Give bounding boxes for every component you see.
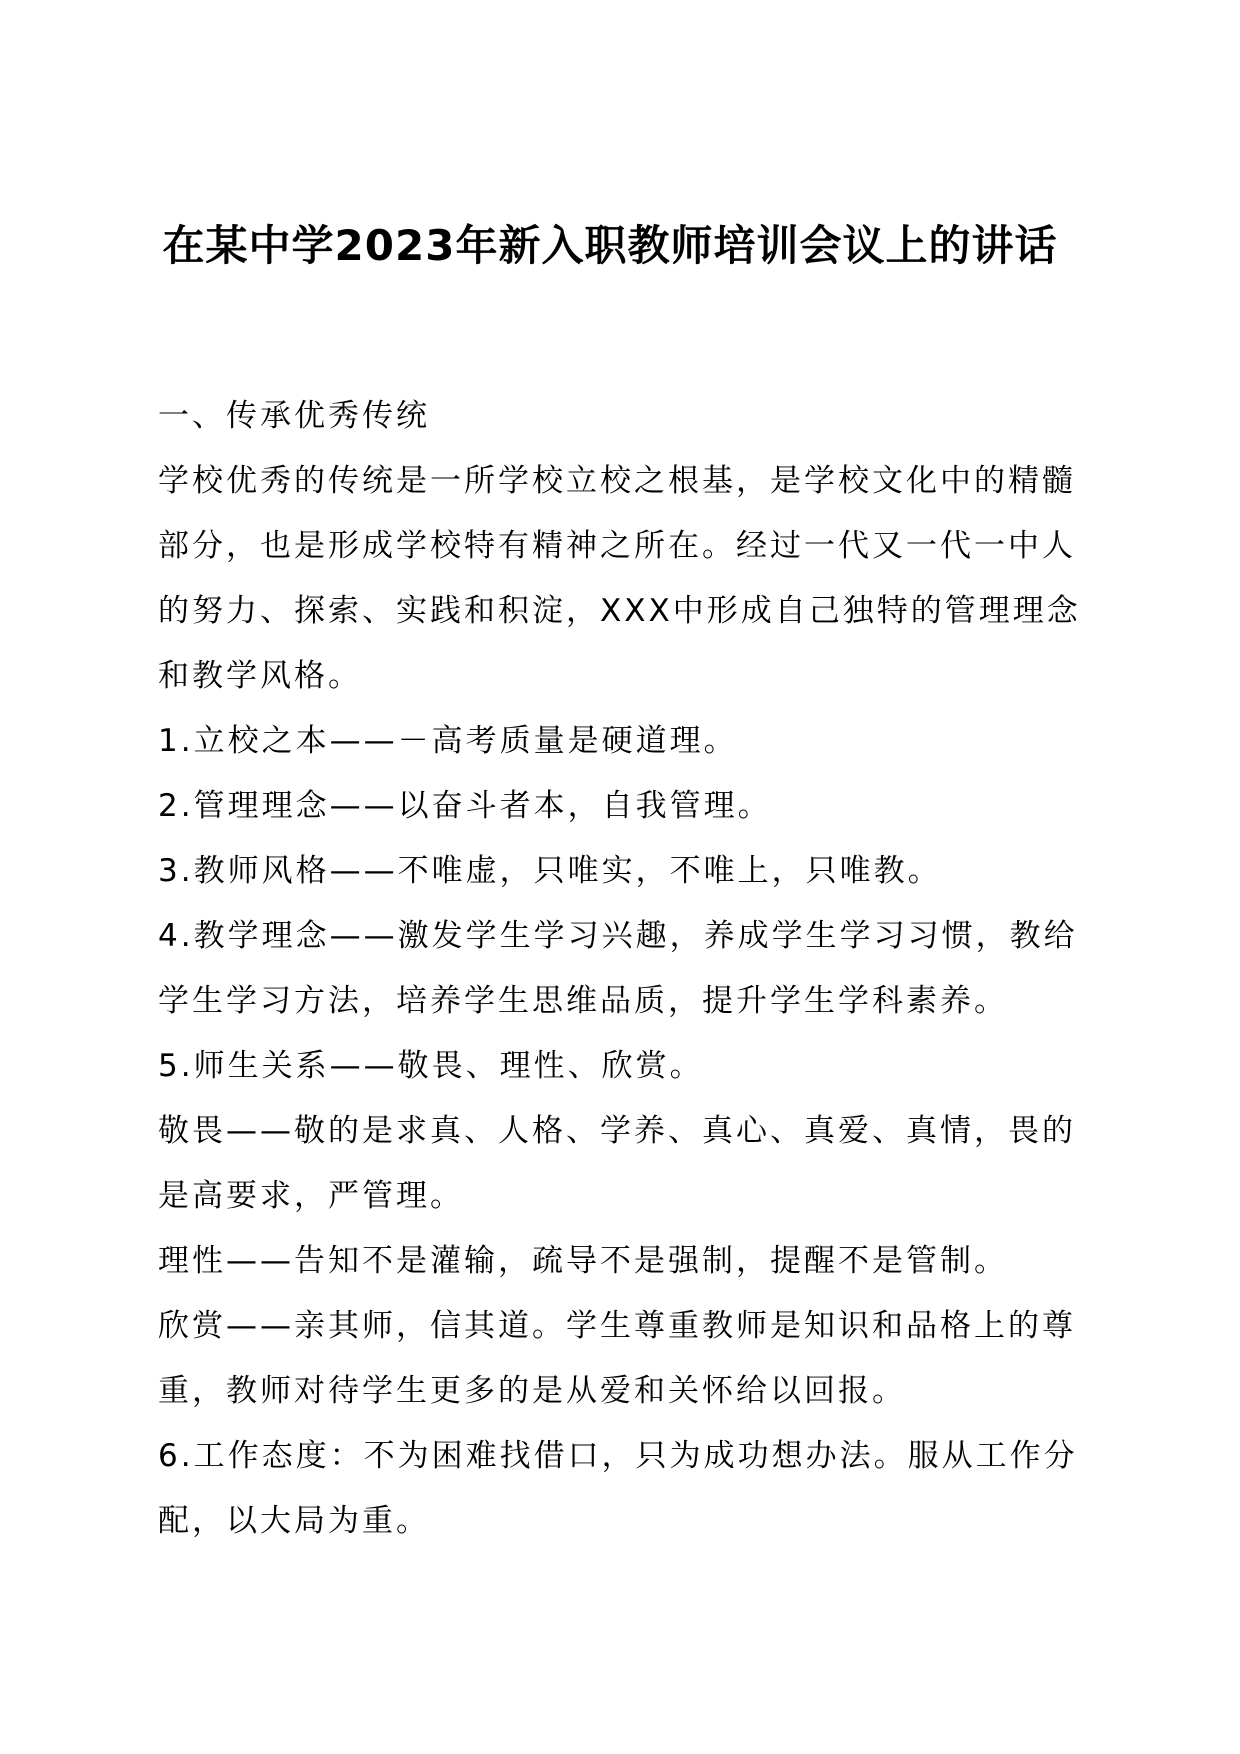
section-heading: 一、传承优秀传统 — [158, 398, 430, 434]
document-title: 在某中学2023年新入职教师培训会议上的讲话 — [162, 221, 1058, 270]
list-item-5: 5.师生关系——敬畏、理性、欣赏。 — [158, 1048, 704, 1084]
list-item-4: 4.教学理念——激发学生学习兴趣，养成学生学习习惯，教给学生学习方法，培养学生思维品质，提升学生学科素养。 — [158, 918, 1078, 1019]
paragraph-appreciation: 欣赏——亲其师，信其道。学生尊重教师是知识和品格上的尊重，教师对待学生更多的是从爱和关怀给以回报。 — [158, 1308, 1076, 1409]
paragraph-rational: 理性——告知不是灌输，疏导不是强制，提醒不是管制。 — [158, 1243, 1008, 1279]
document-body — [158, 384, 1088, 1554]
list-item-1: 1.立校之本——－高考质量是硬道理。 — [158, 723, 738, 759]
list-item-6: 6.工作态度：不为困难找借口，只为成功想办法。服从工作分配，以大局为重。 — [158, 1438, 1078, 1539]
paragraph-intro: 学校优秀的传统是一所学校立校之根基，是学校文化中的精髓部分，也是形成学校特有精神之所在。经过一代又一代一中人的努力、探索、实践和积淀，XXX中形成自己独特的管理理念和教学风格。 — [158, 463, 1081, 694]
list-item-3: 3.教师风格——不唯虚，只唯实，不唯上，只唯教。 — [158, 853, 942, 889]
paragraph-awe: 敬畏——敬的是求真、人格、学养、真心、真爱、真情，畏的是高要求，严管理。 — [158, 1113, 1076, 1214]
list-item-2: 2.管理理念——以奋斗者本，自我管理。 — [158, 788, 772, 824]
